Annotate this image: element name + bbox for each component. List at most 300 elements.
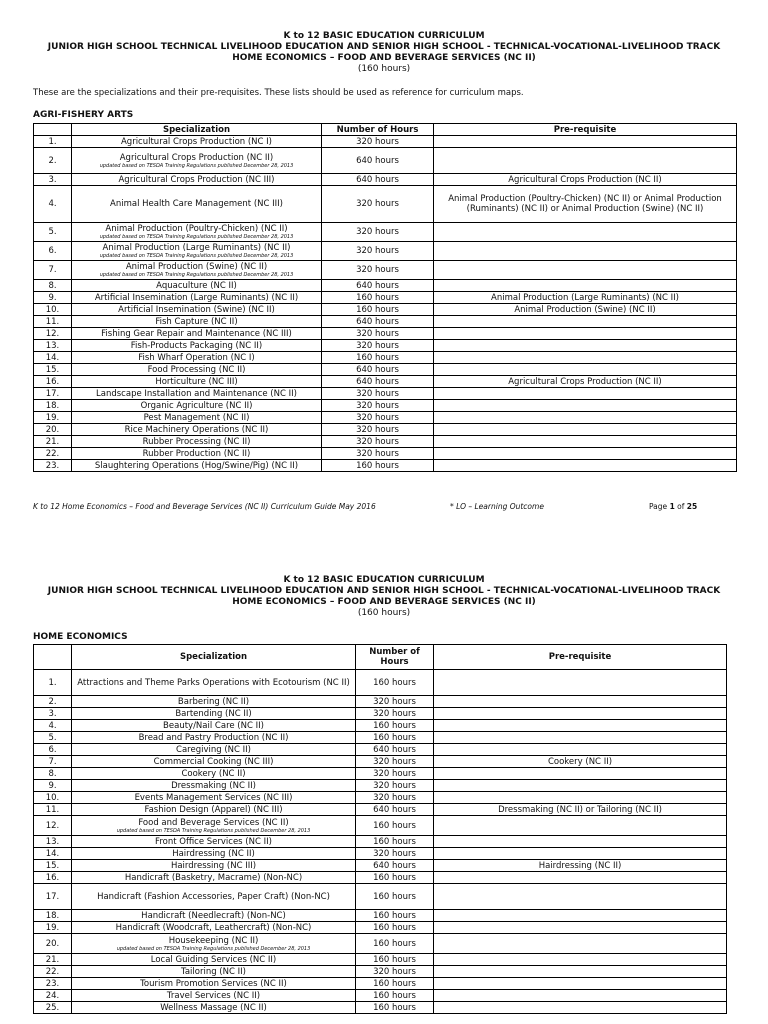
specialization-cell bbox=[72, 860, 356, 872]
hours-cell: 160 hours bbox=[356, 884, 434, 910]
hours-cell: 320 hours bbox=[356, 966, 434, 978]
specialization-cell bbox=[72, 768, 356, 780]
hours-cell: 640 hours bbox=[322, 174, 434, 186]
specialization-cell bbox=[72, 280, 322, 292]
table-row bbox=[34, 148, 737, 174]
row-number: 3. bbox=[34, 174, 72, 186]
prerequisite-cell: Dressmaking (NC II) or Tailoring (NC II) bbox=[434, 804, 727, 816]
hours-cell: 320 hours bbox=[322, 412, 434, 424]
specialization-cell bbox=[72, 978, 356, 990]
row-number: 23. bbox=[34, 460, 72, 472]
prerequisite-cell bbox=[434, 340, 737, 352]
page-1-header bbox=[0, 31, 768, 75]
prerequisite-cell bbox=[434, 708, 727, 720]
specialization-cell bbox=[72, 756, 356, 768]
header-line-4: (160 hours) bbox=[357, 64, 411, 74]
row-number: 6. bbox=[34, 744, 72, 756]
row-number: 25. bbox=[34, 1002, 72, 1014]
table-row bbox=[34, 720, 727, 732]
prerequisite-cell bbox=[434, 1002, 727, 1014]
table-row bbox=[34, 223, 737, 242]
intro-text: These are the specializations and their pre-requisites. These lists should be used as reference for curriculum maps. bbox=[33, 88, 524, 98]
hours-cell: 160 hours bbox=[356, 720, 434, 732]
row-number: 15. bbox=[34, 364, 72, 376]
hours-cell: 320 hours bbox=[356, 792, 434, 804]
prerequisite-cell bbox=[434, 364, 737, 376]
table-row bbox=[34, 872, 727, 884]
specialization-label: Fish Capture (NC II) bbox=[155, 316, 238, 327]
specialization-label: Handicraft (Fashion Accessories, Paper Craft) (Non-NC) bbox=[97, 891, 330, 902]
row-number: 14. bbox=[34, 352, 72, 364]
specialization-label: Animal Production (Large Ruminants) (NC II) bbox=[102, 243, 291, 253]
specialization-label: Barbering (NC II) bbox=[177, 696, 250, 707]
hours-cell: 320 hours bbox=[322, 400, 434, 412]
specialization-label: Hairdressing (NC II) bbox=[172, 848, 255, 859]
specialization-label: Tailoring (NC II) bbox=[181, 966, 246, 977]
specialization-cell bbox=[72, 242, 322, 261]
hours-cell: 160 hours bbox=[356, 836, 434, 848]
specialization-label: Commercial Cooking (NC III) bbox=[153, 756, 274, 767]
page-2 bbox=[0, 560, 768, 1024]
page-separator bbox=[0, 526, 768, 560]
row-number: 2. bbox=[34, 696, 72, 708]
specialization-label: Bartending (NC II) bbox=[175, 708, 252, 719]
column-header-hours: Number of Hours bbox=[356, 645, 434, 670]
hours-cell: 640 hours bbox=[322, 316, 434, 328]
prerequisite-cell bbox=[434, 328, 737, 340]
prerequisite-cell bbox=[434, 816, 727, 836]
hours-cell: 160 hours bbox=[356, 1002, 434, 1014]
specialization-label: Dressmaking (NC II) bbox=[171, 780, 256, 791]
specialization-cell bbox=[72, 966, 356, 978]
table-row bbox=[34, 388, 737, 400]
row-number: 11. bbox=[34, 316, 72, 328]
hours-cell: 320 hours bbox=[322, 436, 434, 448]
row-number: 17. bbox=[34, 388, 72, 400]
hours-cell: 160 hours bbox=[356, 954, 434, 966]
table-row bbox=[34, 460, 737, 472]
specialization-label: Rubber Production (NC II) bbox=[142, 448, 251, 459]
specialization-cell bbox=[72, 352, 322, 364]
row-number: 21. bbox=[34, 954, 72, 966]
specialization-cell bbox=[72, 696, 356, 708]
row-number: 4. bbox=[34, 186, 72, 223]
row-number: 20. bbox=[34, 934, 72, 954]
row-number: 19. bbox=[34, 922, 72, 934]
row-number: 22. bbox=[34, 448, 72, 460]
table-row bbox=[34, 280, 737, 292]
hours-cell: 640 hours bbox=[356, 860, 434, 872]
table-row bbox=[34, 376, 737, 388]
table-row bbox=[34, 804, 727, 816]
update-note: updated based on TESDA Training Regulations published December 28, 2013 bbox=[99, 234, 294, 240]
table-row bbox=[34, 316, 737, 328]
row-number: 20. bbox=[34, 424, 72, 436]
prerequisite-cell bbox=[434, 720, 727, 732]
prerequisite-cell: Agricultural Crops Production (NC II) bbox=[434, 376, 737, 388]
specialization-label: Attractions and Theme Parks Operations with Ecotourism (NC II) bbox=[77, 677, 350, 688]
specialization-cell bbox=[72, 340, 322, 352]
footer-guide-title: K to 12 Home Economics – Food and Beverage Services (NC II) Curriculum Guide May 2016 bbox=[33, 502, 376, 511]
specialization-label: Food Processing (NC II) bbox=[147, 364, 246, 375]
specialization-cell bbox=[72, 910, 356, 922]
table-row bbox=[34, 768, 727, 780]
specialization-cell bbox=[72, 261, 322, 280]
hours-cell: 640 hours bbox=[322, 376, 434, 388]
specialization-cell bbox=[72, 872, 356, 884]
hours-cell: 160 hours bbox=[322, 352, 434, 364]
row-number: 24. bbox=[34, 990, 72, 1002]
row-number: 8. bbox=[34, 768, 72, 780]
prerequisite-cell: Animal Production (Swine) (NC II) bbox=[434, 304, 737, 316]
hours-cell: 640 hours bbox=[356, 744, 434, 756]
specialization-cell bbox=[72, 884, 356, 910]
table-row bbox=[34, 328, 737, 340]
prerequisite-cell bbox=[434, 934, 727, 954]
hours-cell: 320 hours bbox=[356, 708, 434, 720]
prerequisite-cell bbox=[434, 448, 737, 460]
specialization-label: Bread and Pastry Production (NC II) bbox=[138, 732, 289, 743]
row-number: 13. bbox=[34, 836, 72, 848]
table-row bbox=[34, 242, 737, 261]
table-row bbox=[34, 136, 737, 148]
specialization-cell bbox=[72, 670, 356, 696]
prerequisite-cell bbox=[434, 872, 727, 884]
hours-cell: 320 hours bbox=[322, 223, 434, 242]
specialization-cell bbox=[72, 148, 322, 174]
header-line-1: K to 12 BASIC EDUCATION CURRICULUM bbox=[283, 575, 485, 585]
home-economics-table-body bbox=[34, 670, 727, 1014]
row-number: 22. bbox=[34, 966, 72, 978]
specialization-label: Handicraft (Woodcraft, Leathercraft) (Non-NC) bbox=[115, 922, 312, 933]
row-number: 2. bbox=[34, 148, 72, 174]
row-number: 8. bbox=[34, 280, 72, 292]
specialization-cell bbox=[72, 328, 322, 340]
hours-cell: 320 hours bbox=[322, 388, 434, 400]
specialization-cell bbox=[72, 292, 322, 304]
hours-cell: 160 hours bbox=[356, 922, 434, 934]
specialization-label: Local Guiding Services (NC II) bbox=[150, 954, 277, 965]
prerequisite-cell bbox=[434, 412, 737, 424]
prerequisite-cell bbox=[434, 732, 727, 744]
update-note: updated based on TESDA Training Regulations published December 28, 2013 bbox=[99, 272, 294, 278]
specialization-cell bbox=[72, 720, 356, 732]
table-row bbox=[34, 744, 727, 756]
table-row bbox=[34, 922, 727, 934]
table-row bbox=[34, 910, 727, 922]
hours-cell: 160 hours bbox=[356, 978, 434, 990]
row-number: 11. bbox=[34, 804, 72, 816]
update-note: updated based on TESDA Training Regulations published December 28, 2013 bbox=[116, 945, 311, 952]
row-number: 9. bbox=[34, 292, 72, 304]
row-number: 1. bbox=[34, 670, 72, 696]
table-row bbox=[34, 934, 727, 954]
header-line-1: K to 12 BASIC EDUCATION CURRICULUM bbox=[283, 31, 485, 41]
table-row bbox=[34, 732, 727, 744]
specialization-label: Slaughtering Operations (Hog/Swine/Pig) (NC II) bbox=[94, 460, 299, 471]
footer-lo-note: * LO – Learning Outcome bbox=[450, 502, 544, 511]
header-line-3: HOME ECONOMICS – FOOD AND BEVERAGE SERVICES (NC II) bbox=[232, 597, 536, 607]
hours-cell: 160 hours bbox=[356, 934, 434, 954]
table-row bbox=[34, 364, 737, 376]
section-title-home-economics: HOME ECONOMICS bbox=[33, 632, 128, 642]
hours-cell: 320 hours bbox=[322, 424, 434, 436]
hours-cell: 320 hours bbox=[356, 756, 434, 768]
specialization-label: Tourism Promotion Services (NC II) bbox=[140, 978, 287, 989]
hours-cell: 320 hours bbox=[356, 696, 434, 708]
prerequisite-cell bbox=[434, 792, 727, 804]
specialization-label: Animal Production (Poultry-Chicken) (NC II) bbox=[105, 224, 288, 234]
table-row bbox=[34, 1002, 727, 1014]
row-number: 3. bbox=[34, 708, 72, 720]
hours-cell: 640 hours bbox=[322, 364, 434, 376]
prerequisite-cell: Hairdressing (NC II) bbox=[434, 860, 727, 872]
row-number: 5. bbox=[34, 732, 72, 744]
specialization-label: Fish-Products Packaging (NC II) bbox=[130, 340, 263, 351]
table-row bbox=[34, 436, 737, 448]
specialization-cell bbox=[72, 836, 356, 848]
table-row bbox=[34, 792, 727, 804]
update-note: updated based on TESDA Training Regulations published December 28, 2013 bbox=[116, 827, 311, 834]
prerequisite-cell bbox=[434, 148, 737, 174]
page-2-header bbox=[0, 575, 768, 619]
table-row bbox=[34, 304, 737, 316]
specialization-label: Pest Management (NC II) bbox=[143, 412, 250, 423]
table-row bbox=[34, 448, 737, 460]
specialization-cell bbox=[72, 376, 322, 388]
row-number: 5. bbox=[34, 223, 72, 242]
specialization-cell bbox=[72, 412, 322, 424]
prerequisite-cell bbox=[434, 136, 737, 148]
section-title-agri-fishery: AGRI-FISHERY ARTS bbox=[33, 110, 134, 120]
row-number: 17. bbox=[34, 884, 72, 910]
specialization-cell bbox=[72, 460, 322, 472]
row-number: 12. bbox=[34, 816, 72, 836]
table-row bbox=[34, 860, 727, 872]
specialization-label: Cookery (NC II) bbox=[181, 768, 246, 779]
table-row bbox=[34, 292, 737, 304]
hours-cell: 320 hours bbox=[356, 768, 434, 780]
row-number: 21. bbox=[34, 436, 72, 448]
specialization-label: Artificial Insemination (Swine) (NC II) bbox=[118, 304, 275, 315]
hours-cell: 320 hours bbox=[322, 242, 434, 261]
table-row bbox=[34, 848, 727, 860]
row-number: 1. bbox=[34, 136, 72, 148]
column-header-prerequisite: Pre-requisite bbox=[434, 645, 727, 670]
prerequisite-cell bbox=[434, 223, 737, 242]
hours-cell: 640 hours bbox=[356, 804, 434, 816]
specialization-cell bbox=[72, 304, 322, 316]
specialization-label: Aquaculture (NC II) bbox=[156, 280, 237, 291]
hours-cell: 160 hours bbox=[356, 872, 434, 884]
specialization-cell bbox=[72, 436, 322, 448]
specialization-cell bbox=[72, 816, 356, 836]
specialization-label: Front Office Services (NC II) bbox=[155, 836, 272, 847]
specialization-label: Agricultural Crops Production (NC III) bbox=[118, 174, 275, 185]
prerequisite-cell: Agricultural Crops Production (NC II) bbox=[434, 174, 737, 186]
hours-cell: 320 hours bbox=[322, 136, 434, 148]
column-header-prerequisite: Pre-requisite bbox=[434, 124, 737, 136]
specialization-cell bbox=[72, 990, 356, 1002]
table-row bbox=[34, 412, 737, 424]
table-header-row bbox=[34, 645, 727, 670]
prerequisite-cell: Animal Production (Poultry-Chicken) (NC II) or Animal Production (Ruminants) (NC II) or Animal Production (Swine) (NC II) bbox=[434, 186, 737, 223]
hours-cell: 640 hours bbox=[322, 280, 434, 292]
column-header-hours: Number of Hours bbox=[322, 124, 434, 136]
prerequisite-cell bbox=[434, 696, 727, 708]
specialization-label: Animal Health Care Management (NC III) bbox=[110, 199, 283, 209]
row-number: 9. bbox=[34, 780, 72, 792]
table-row bbox=[34, 884, 727, 910]
specialization-label: Artificial Insemination (Large Ruminants) (NC II) bbox=[94, 292, 299, 303]
row-number: 7. bbox=[34, 756, 72, 768]
header-line-3: HOME ECONOMICS – FOOD AND BEVERAGE SERVICES (NC II) bbox=[232, 53, 536, 63]
specialization-label: Beauty/Nail Care (NC II) bbox=[163, 720, 264, 731]
prerequisite-cell bbox=[434, 424, 737, 436]
table-row bbox=[34, 966, 727, 978]
row-number: 10. bbox=[34, 792, 72, 804]
specialization-cell bbox=[72, 744, 356, 756]
specialization-label: Hairdressing (NC III) bbox=[170, 860, 257, 871]
prerequisite-cell bbox=[434, 954, 727, 966]
specialization-label: Agricultural Crops Production (NC I) bbox=[120, 136, 272, 147]
specialization-cell bbox=[72, 792, 356, 804]
specialization-cell bbox=[72, 448, 322, 460]
agri-fishery-table-body bbox=[34, 136, 737, 472]
prerequisite-cell bbox=[434, 884, 727, 910]
specialization-label: Handicraft (Needlecraft) (Non-NC) bbox=[141, 910, 286, 921]
specialization-cell bbox=[72, 954, 356, 966]
prerequisite-cell bbox=[434, 836, 727, 848]
row-number: 19. bbox=[34, 412, 72, 424]
header-line-2: JUNIOR HIGH SCHOOL TECHNICAL LIVELIHOOD EDUCATION AND SENIOR HIGH SCHOOL - TECHNICAL-VOCATIONAL-LIVELIHOOD TRACK bbox=[47, 42, 721, 52]
footer-page-prefix: Page bbox=[649, 502, 668, 511]
table-row bbox=[34, 990, 727, 1002]
specialization-cell bbox=[72, 732, 356, 744]
specialization-cell bbox=[72, 934, 356, 954]
specialization-label: Fish Wharf Operation (NC I) bbox=[138, 352, 255, 363]
table-row bbox=[34, 186, 737, 223]
table-row bbox=[34, 708, 727, 720]
table-row bbox=[34, 954, 727, 966]
specialization-cell bbox=[72, 922, 356, 934]
header-line-2: JUNIOR HIGH SCHOOL TECHNICAL LIVELIHOOD EDUCATION AND SENIOR HIGH SCHOOL - TECHNICAL-VOCATIONAL-LIVELIHOOD TRACK bbox=[47, 586, 721, 596]
table-header-row bbox=[34, 124, 737, 136]
specialization-label: Handicraft (Basketry, Macrame) (Non-NC) bbox=[124, 872, 303, 883]
specialization-label: Food and Beverage Services (NC II) bbox=[138, 817, 289, 828]
row-number: 12. bbox=[34, 328, 72, 340]
specialization-label: Housekeeping (NC II) bbox=[168, 935, 259, 946]
footer-page-total: 25 bbox=[686, 502, 698, 511]
hours-cell: 160 hours bbox=[322, 460, 434, 472]
prerequisite-cell bbox=[434, 910, 727, 922]
table-row bbox=[34, 424, 737, 436]
specialization-cell bbox=[72, 804, 356, 816]
prerequisite-cell: Animal Production (Large Ruminants) (NC II) bbox=[434, 292, 737, 304]
hours-cell: 320 hours bbox=[356, 780, 434, 792]
hours-cell: 320 hours bbox=[322, 261, 434, 280]
specialization-cell bbox=[72, 400, 322, 412]
column-header-specialization: Specialization bbox=[72, 645, 356, 670]
row-number: 7. bbox=[34, 261, 72, 280]
prerequisite-cell bbox=[434, 848, 727, 860]
specialization-label: Agricultural Crops Production (NC II) bbox=[119, 152, 274, 163]
home-economics-table bbox=[33, 644, 727, 1014]
prerequisite-cell bbox=[434, 388, 737, 400]
specialization-label: Organic Agriculture (NC II) bbox=[140, 400, 253, 411]
table-row bbox=[34, 756, 727, 768]
table-row bbox=[34, 816, 727, 836]
row-number: 18. bbox=[34, 910, 72, 922]
table-row bbox=[34, 352, 737, 364]
specialization-label: Animal Production (Swine) (NC II) bbox=[125, 262, 268, 272]
row-number: 23. bbox=[34, 978, 72, 990]
specialization-cell bbox=[72, 388, 322, 400]
hours-cell: 640 hours bbox=[322, 148, 434, 174]
specialization-label: Rubber Processing (NC II) bbox=[142, 436, 251, 447]
prerequisite-cell bbox=[434, 280, 737, 292]
hours-cell: 160 hours bbox=[322, 304, 434, 316]
hours-cell: 160 hours bbox=[322, 292, 434, 304]
prerequisite-cell bbox=[434, 922, 727, 934]
specialization-cell bbox=[72, 223, 322, 242]
footer-page-number bbox=[649, 502, 697, 511]
table-row bbox=[34, 696, 727, 708]
prerequisite-cell bbox=[434, 780, 727, 792]
hours-cell: 160 hours bbox=[356, 670, 434, 696]
specialization-label: Fashion Design (Apparel) (NC III) bbox=[144, 804, 283, 815]
table-row bbox=[34, 261, 737, 280]
specialization-cell bbox=[72, 186, 322, 223]
row-number: 15. bbox=[34, 860, 72, 872]
update-note: updated based on TESDA Training Regulations published December 28, 2013 bbox=[99, 253, 294, 259]
hours-cell: 320 hours bbox=[322, 340, 434, 352]
hours-cell: 160 hours bbox=[356, 990, 434, 1002]
prerequisite-cell bbox=[434, 768, 727, 780]
specialization-cell bbox=[72, 316, 322, 328]
header-line-4: (160 hours) bbox=[357, 608, 411, 618]
row-number: 18. bbox=[34, 400, 72, 412]
specialization-label: Landscape Installation and Maintenance (NC II) bbox=[96, 388, 297, 399]
prerequisite-cell bbox=[434, 670, 727, 696]
hours-cell: 160 hours bbox=[356, 732, 434, 744]
specialization-label: Rice Machinery Operations (NC II) bbox=[124, 424, 269, 435]
prerequisite-cell bbox=[434, 400, 737, 412]
row-number: 14. bbox=[34, 848, 72, 860]
hours-cell: 320 hours bbox=[322, 448, 434, 460]
specialization-cell bbox=[72, 708, 356, 720]
row-number: 16. bbox=[34, 376, 72, 388]
specialization-cell bbox=[72, 424, 322, 436]
prerequisite-cell bbox=[434, 352, 737, 364]
row-number: 16. bbox=[34, 872, 72, 884]
specialization-cell bbox=[72, 780, 356, 792]
prerequisite-cell bbox=[434, 460, 737, 472]
table-row bbox=[34, 400, 737, 412]
table-row bbox=[34, 836, 727, 848]
hours-cell: 320 hours bbox=[356, 848, 434, 860]
table-row bbox=[34, 340, 737, 352]
table-row bbox=[34, 174, 737, 186]
prerequisite-cell bbox=[434, 316, 737, 328]
hours-cell: 160 hours bbox=[356, 816, 434, 836]
specialization-label: Caregiving (NC II) bbox=[176, 744, 251, 755]
specialization-cell bbox=[72, 136, 322, 148]
specialization-cell bbox=[72, 174, 322, 186]
specialization-label: Wellness Massage (NC II) bbox=[160, 1002, 267, 1013]
row-number: 4. bbox=[34, 720, 72, 732]
hours-cell: 320 hours bbox=[322, 186, 434, 223]
